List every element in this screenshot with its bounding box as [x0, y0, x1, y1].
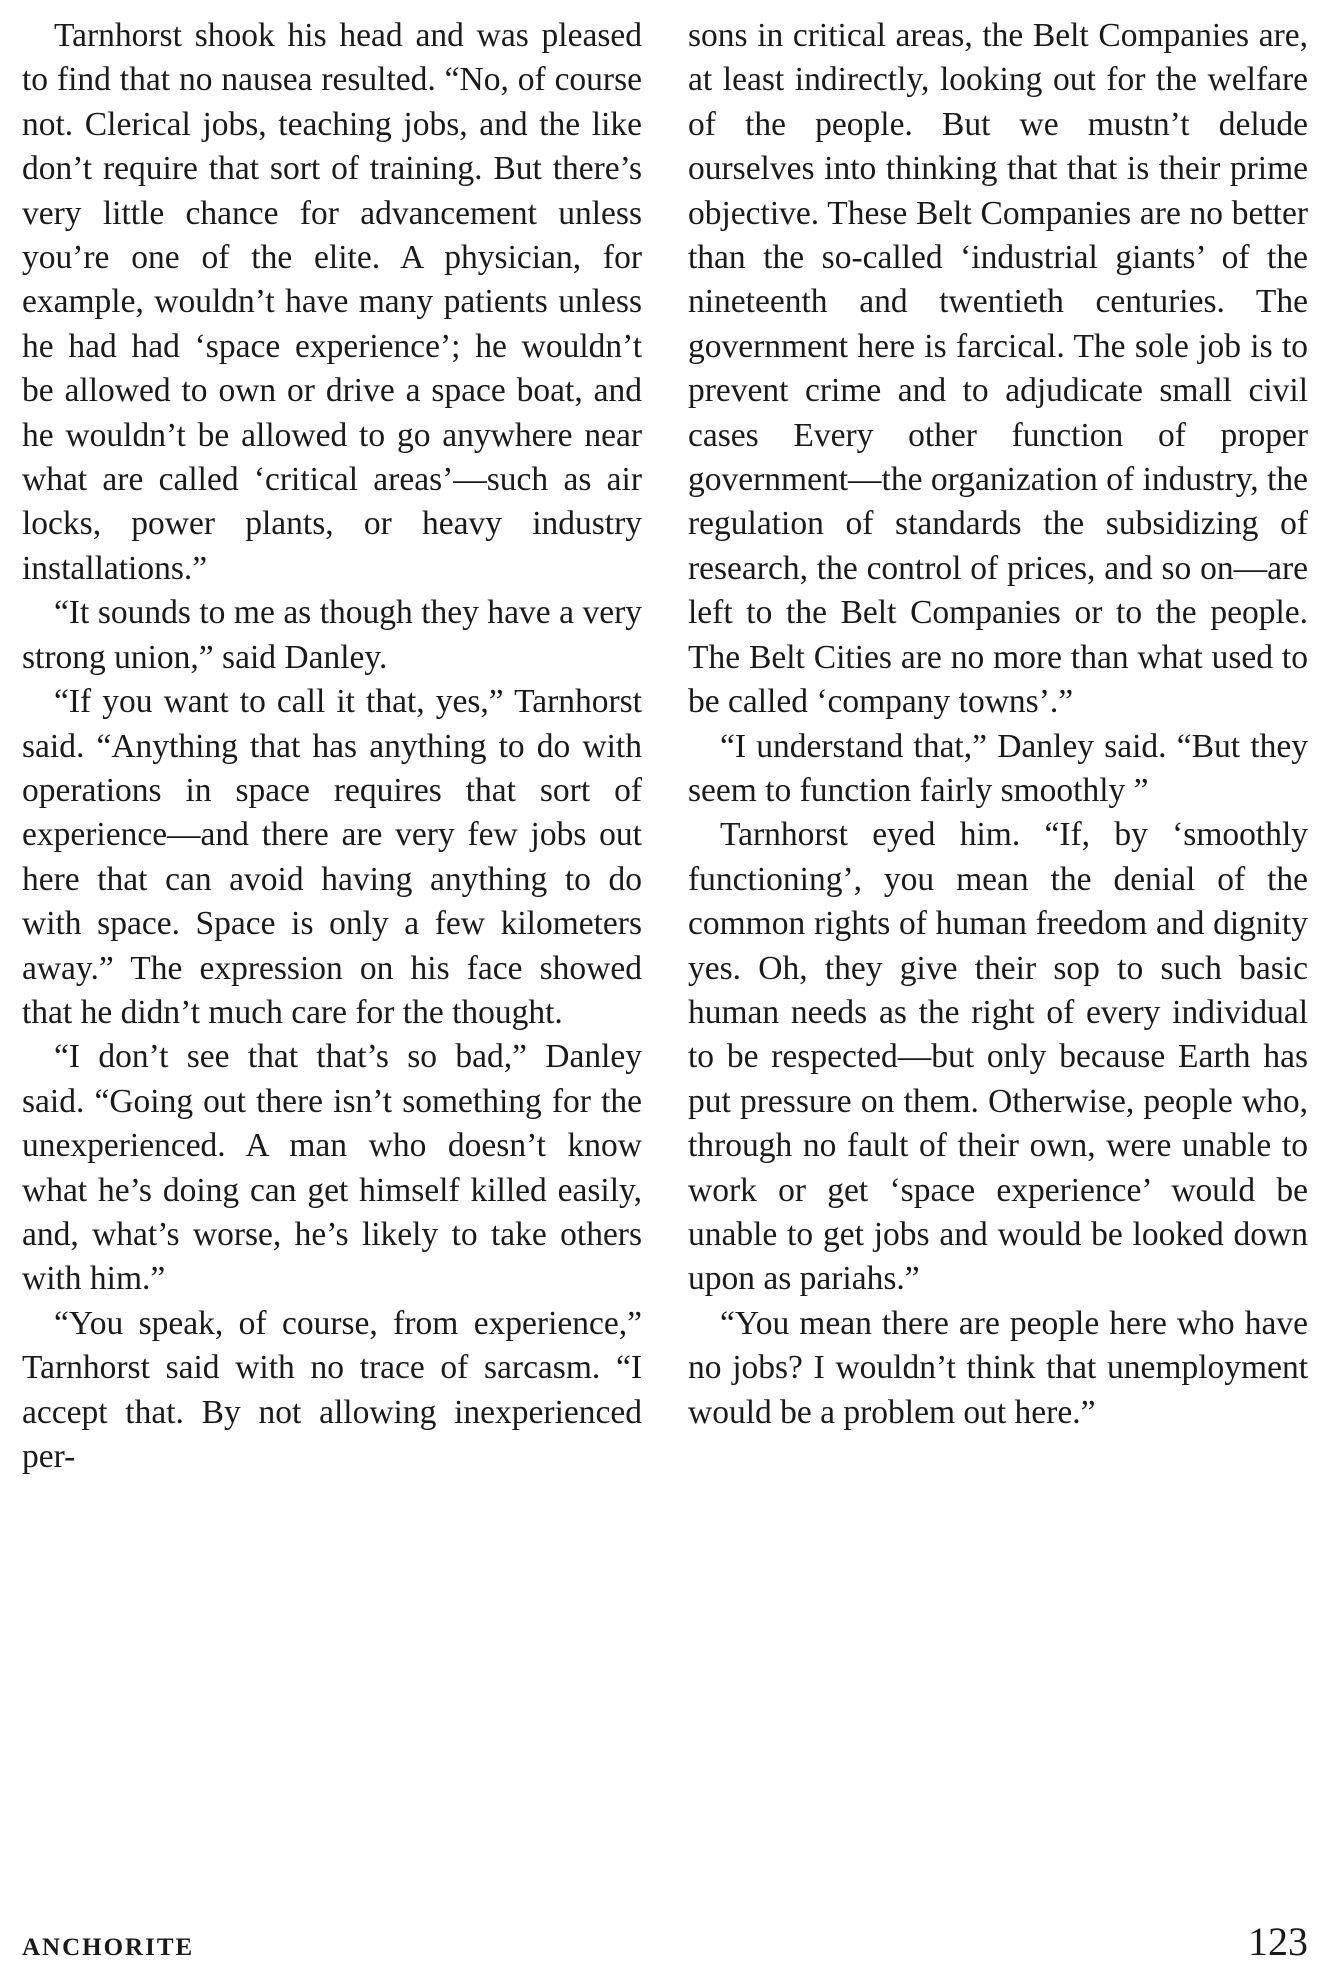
- paragraph: “I don’t see that that’s so bad,” Danley said. “Going out there isn’t something for the unexperienced. A man who doesn’t know what he’s doing can get himself killed easily, and, what’s worse, he’s likely to take others with him.”: [22, 1038, 642, 1298]
- left-column: [22, 14, 642, 1479]
- page-number: 123: [1248, 1919, 1308, 1964]
- paragraph: “It sounds to me as though they have a very strong union,” said Danley.: [22, 594, 642, 676]
- paragraph: Tarnhorst eyed him. “If, by ‘smoothly functioning’, you mean the denial of the common rights of human freedom and dignity yes. Oh, they give their sop to such basic human needs as the right of every individual to be respected—but only because Earth has put pressure on them. Otherwise, people who, through no fault of their own, were unable to work or get ‘space experience’ would be unable to get jobs and would be looked down upon as pariahs.”: [688, 816, 1308, 1298]
- running-title: ANCHORITE: [22, 1934, 195, 1961]
- paragraph: “You speak, of course, from experience,” Tarnhorst said with no trace of sarcasm. “I accept that. By not allowing inexperienced per-: [22, 1304, 642, 1475]
- paragraph: sons in critical areas, the Belt Companies are, at least indirectly, looking out for the welfare of the people. But we mustn’t delude ourselves into thinking that that is their prime objective. These Belt Companies are no better than the so-called ‘industrial giants’ of the nineteenth and twentieth centuries. The government here is farcical. The sole job is to prevent crime and to adjudicate small civil cases Every other function of proper government—the organization of industry, the regulation of standards the subsidizing of research, the control of prices, and so on—are left to the Belt Companies or to the people. The Belt Cities are no more than what used to be called ‘company towns’.”: [688, 17, 1308, 721]
- page-footer: [22, 1918, 1308, 1965]
- paragraph: “If you want to call it that, yes,” Tarnhorst said. “Anything that has anything to do with operations in space requires that sort of experience—and there are very few jobs out here that can avoid having anything to do with space. Space is only a few kilometers away.” The expression on his face showed that he didn’t much care for the thought.: [22, 683, 642, 1031]
- paragraph: Tarnhorst shook his head and was pleased to find that no nausea resulted. “No, of course not. Clerical jobs, teaching jobs, and the like don’t require that sort of training. But there’s very little chance for advancement unless you’re one of the elite. A physician, for example, wouldn’t have many patients unless he had had ‘space experience’; he wouldn’t be allowed to own or drive a space boat, and he wouldn’t be allowed to go anywhere near what are called ‘critical areas’—such as air locks, power plants, or heavy industry installations.”: [22, 17, 642, 587]
- paragraph: “You mean there are people here who have no jobs? I wouldn’t think that unemployment would be a problem out here.”: [688, 1304, 1308, 1431]
- paragraph: “I understand that,” Danley said. “But they seem to function fairly smoothly ”: [688, 727, 1308, 809]
- right-column: [688, 14, 1308, 1435]
